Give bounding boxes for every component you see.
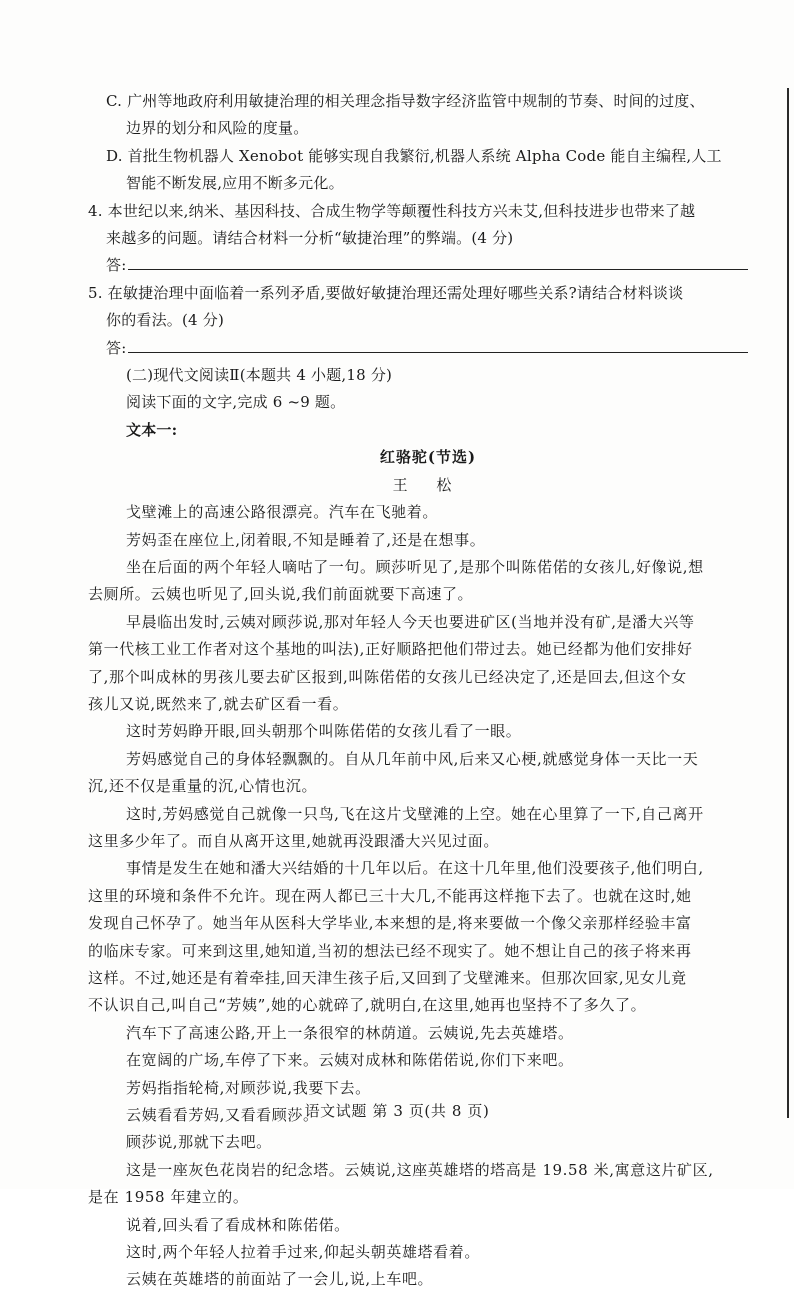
margin-rule <box>787 88 789 1118</box>
answer-underline <box>128 255 748 270</box>
article-paragraph-line: 云姨在英雄塔的前面站了一会儿,说,上车吧。 <box>126 1270 434 1289</box>
option-d-line-2: 智能不断发展,应用不断多元化。 <box>126 174 344 193</box>
article-paragraph-line: 事情是发生在她和潘大兴结婚的十几年以后。在这十几年里,他们没要孩子,他们明白, <box>126 859 704 878</box>
option-c-line-1: C. 广州等地政府利用敏捷治理的相关理念指导数字经济监管中规制的节奏、时间的过度、 <box>106 92 705 110</box>
article-paragraph-line: 汽车下了高速公路,开上一条很窄的林荫道。云姨说,先去英雄塔。 <box>126 1023 574 1042</box>
article-paragraph-line: 沉,还不仅是重量的沉,心情也沉。 <box>88 777 318 796</box>
article-paragraph-line: 第一代核工业工作者对这个基地的叫法),正好顺路把他们带过去。她已经都为他们安排好 <box>88 640 693 659</box>
question-4-line-1: 4. 本世纪以来,纳米、基因科技、合成生物学等颠覆性科技方兴未艾,但科技进步也带来了越 <box>88 201 696 220</box>
article-paragraph-line: 这里多少年了。而自从离开这里,她就再没跟潘大兴见过面。 <box>88 831 499 850</box>
answer-label: 答: <box>106 256 127 275</box>
article-paragraph-line: 的临床专家。可来到这里,她知道,当初的想法已经不现实了。她不想让自己的孩子将来再 <box>88 941 692 960</box>
text-label: 文本一: <box>126 420 178 439</box>
answer-underline <box>128 338 748 353</box>
article-paragraph-line: 这样。不过,她还是有着牵挂,回天津生孩子后,又回到了戈壁滩来。但那次回家,见女儿竟 <box>88 969 687 987</box>
question-4-line-2: 来越多的问题。请结合材料一分析“敏捷治理”的弊端。(4 分) <box>106 229 514 248</box>
question-5-line-2: 你的看法。(4 分) <box>106 311 225 330</box>
article-paragraph-line: 不认识自己,叫自己“芳姨”,她的心就碎了,就明白,在这里,她再也坚持不了多久了。 <box>88 996 647 1015</box>
article-paragraph-line: 这时,两个年轻人拉着手过来,仰起头朝英雄塔看着。 <box>126 1243 480 1262</box>
article-title: 红骆驼(节选) <box>379 448 477 467</box>
article-paragraph-line: 这是一座灰色花岗岩的纪念塔。云姨说,这座英雄塔的塔高是 19.58 米,寓意这片矿区, <box>126 1160 714 1179</box>
page-footer: 语文试题 第 3 页(共 8 页) <box>304 1102 490 1120</box>
question-5-line-1: 5. 在敏捷治理中面临着一系列矛盾,要做好敏捷治理还需处理好哪些关系?请结合材料谈谈 <box>88 283 684 302</box>
article-paragraph-line: 是在 1958 年建立的。 <box>88 1188 249 1207</box>
option-c-line-2: 边界的划分和风险的度量。 <box>126 119 309 138</box>
article-paragraph-line: 芳妈指指轮椅,对顾莎说,我要下去。 <box>126 1078 371 1097</box>
article-paragraph-line: 芳妈感觉自己的身体轻飘飘的。自从几年前中风,后来又心梗,就感觉身体一天比一天 <box>126 749 699 768</box>
article-paragraph-line: 在宽阔的广场,车停了下来。云姨对成林和陈偌偌说,你们下来吧。 <box>126 1051 574 1070</box>
option-d-line-1: D. 首批生物机器人 Xenobot 能够实现自我繁衍,机器人系统 Alpha Code 能自主编程,人工 <box>106 146 722 165</box>
article-paragraph-line: 说着,回头看了看成林和陈偌偌。 <box>126 1215 350 1234</box>
section-heading: (二)现代文阅读Ⅱ(本题共 4 小题,18 分) <box>126 366 393 385</box>
article-paragraph-line: 坐在后面的两个年轻人嘀咕了一句。顾莎听见了,是那个叫陈偌偌的女孩儿,好像说,想 <box>126 557 704 576</box>
article-paragraph-line: 早晨临出发时,云姨对顾莎说,那对年轻人今天也要进矿区(当地并没有矿,是潘大兴等 <box>126 612 695 631</box>
article-paragraph-line: 孩儿又说,既然来了,就去矿区看一看。 <box>88 694 349 713</box>
question-4-answer-area[interactable] <box>88 252 768 279</box>
question-5-answer-area[interactable] <box>88 335 768 362</box>
section-instruction: 阅读下面的文字,完成 6 ~9 题。 <box>126 393 346 412</box>
article-paragraph-line: 戈壁滩上的高速公路很漂亮。汽车在飞驰着。 <box>126 503 439 522</box>
article-paragraph-line: 这时芳妈睁开眼,回头朝那个叫陈偌偌的女孩儿看了一眼。 <box>126 722 522 741</box>
article-paragraph-line: 云姨看看芳妈,又看看顾莎。 <box>126 1106 319 1125</box>
article-paragraph-line: 这时,芳妈感觉自己就像一只鸟,飞在这片戈壁滩的上空。她在心里算了一下,自己离开 <box>126 804 704 823</box>
article-paragraph-line: 顾莎说,那就下去吧。 <box>126 1133 272 1152</box>
article-paragraph-line: 这里的环境和条件不允许。现在两人都已三十大几,不能再这样拖下去了。也就在这时,她 <box>88 886 692 905</box>
article-paragraph-line: 发现自己怀孕了。她当年从医科大学毕业,本来想的是,将来要做一个像父亲那样经验丰富 <box>88 914 692 933</box>
article-body <box>88 499 768 1294</box>
article-author: 王 松 <box>392 475 464 494</box>
article-paragraph-line: 去厕所。云姨也听见了,回头说,我们前面就要下高速了。 <box>88 585 474 604</box>
article-paragraph-line: 了,那个叫成林的男孩儿要去矿区报到,叫陈偌偌的女孩儿已经决定了,还是回去,但这个女 <box>88 667 687 686</box>
answer-label: 答: <box>106 338 127 357</box>
article-paragraph-line: 芳妈歪在座位上,闭着眼,不知是睡着了,还是在想事。 <box>126 530 486 549</box>
